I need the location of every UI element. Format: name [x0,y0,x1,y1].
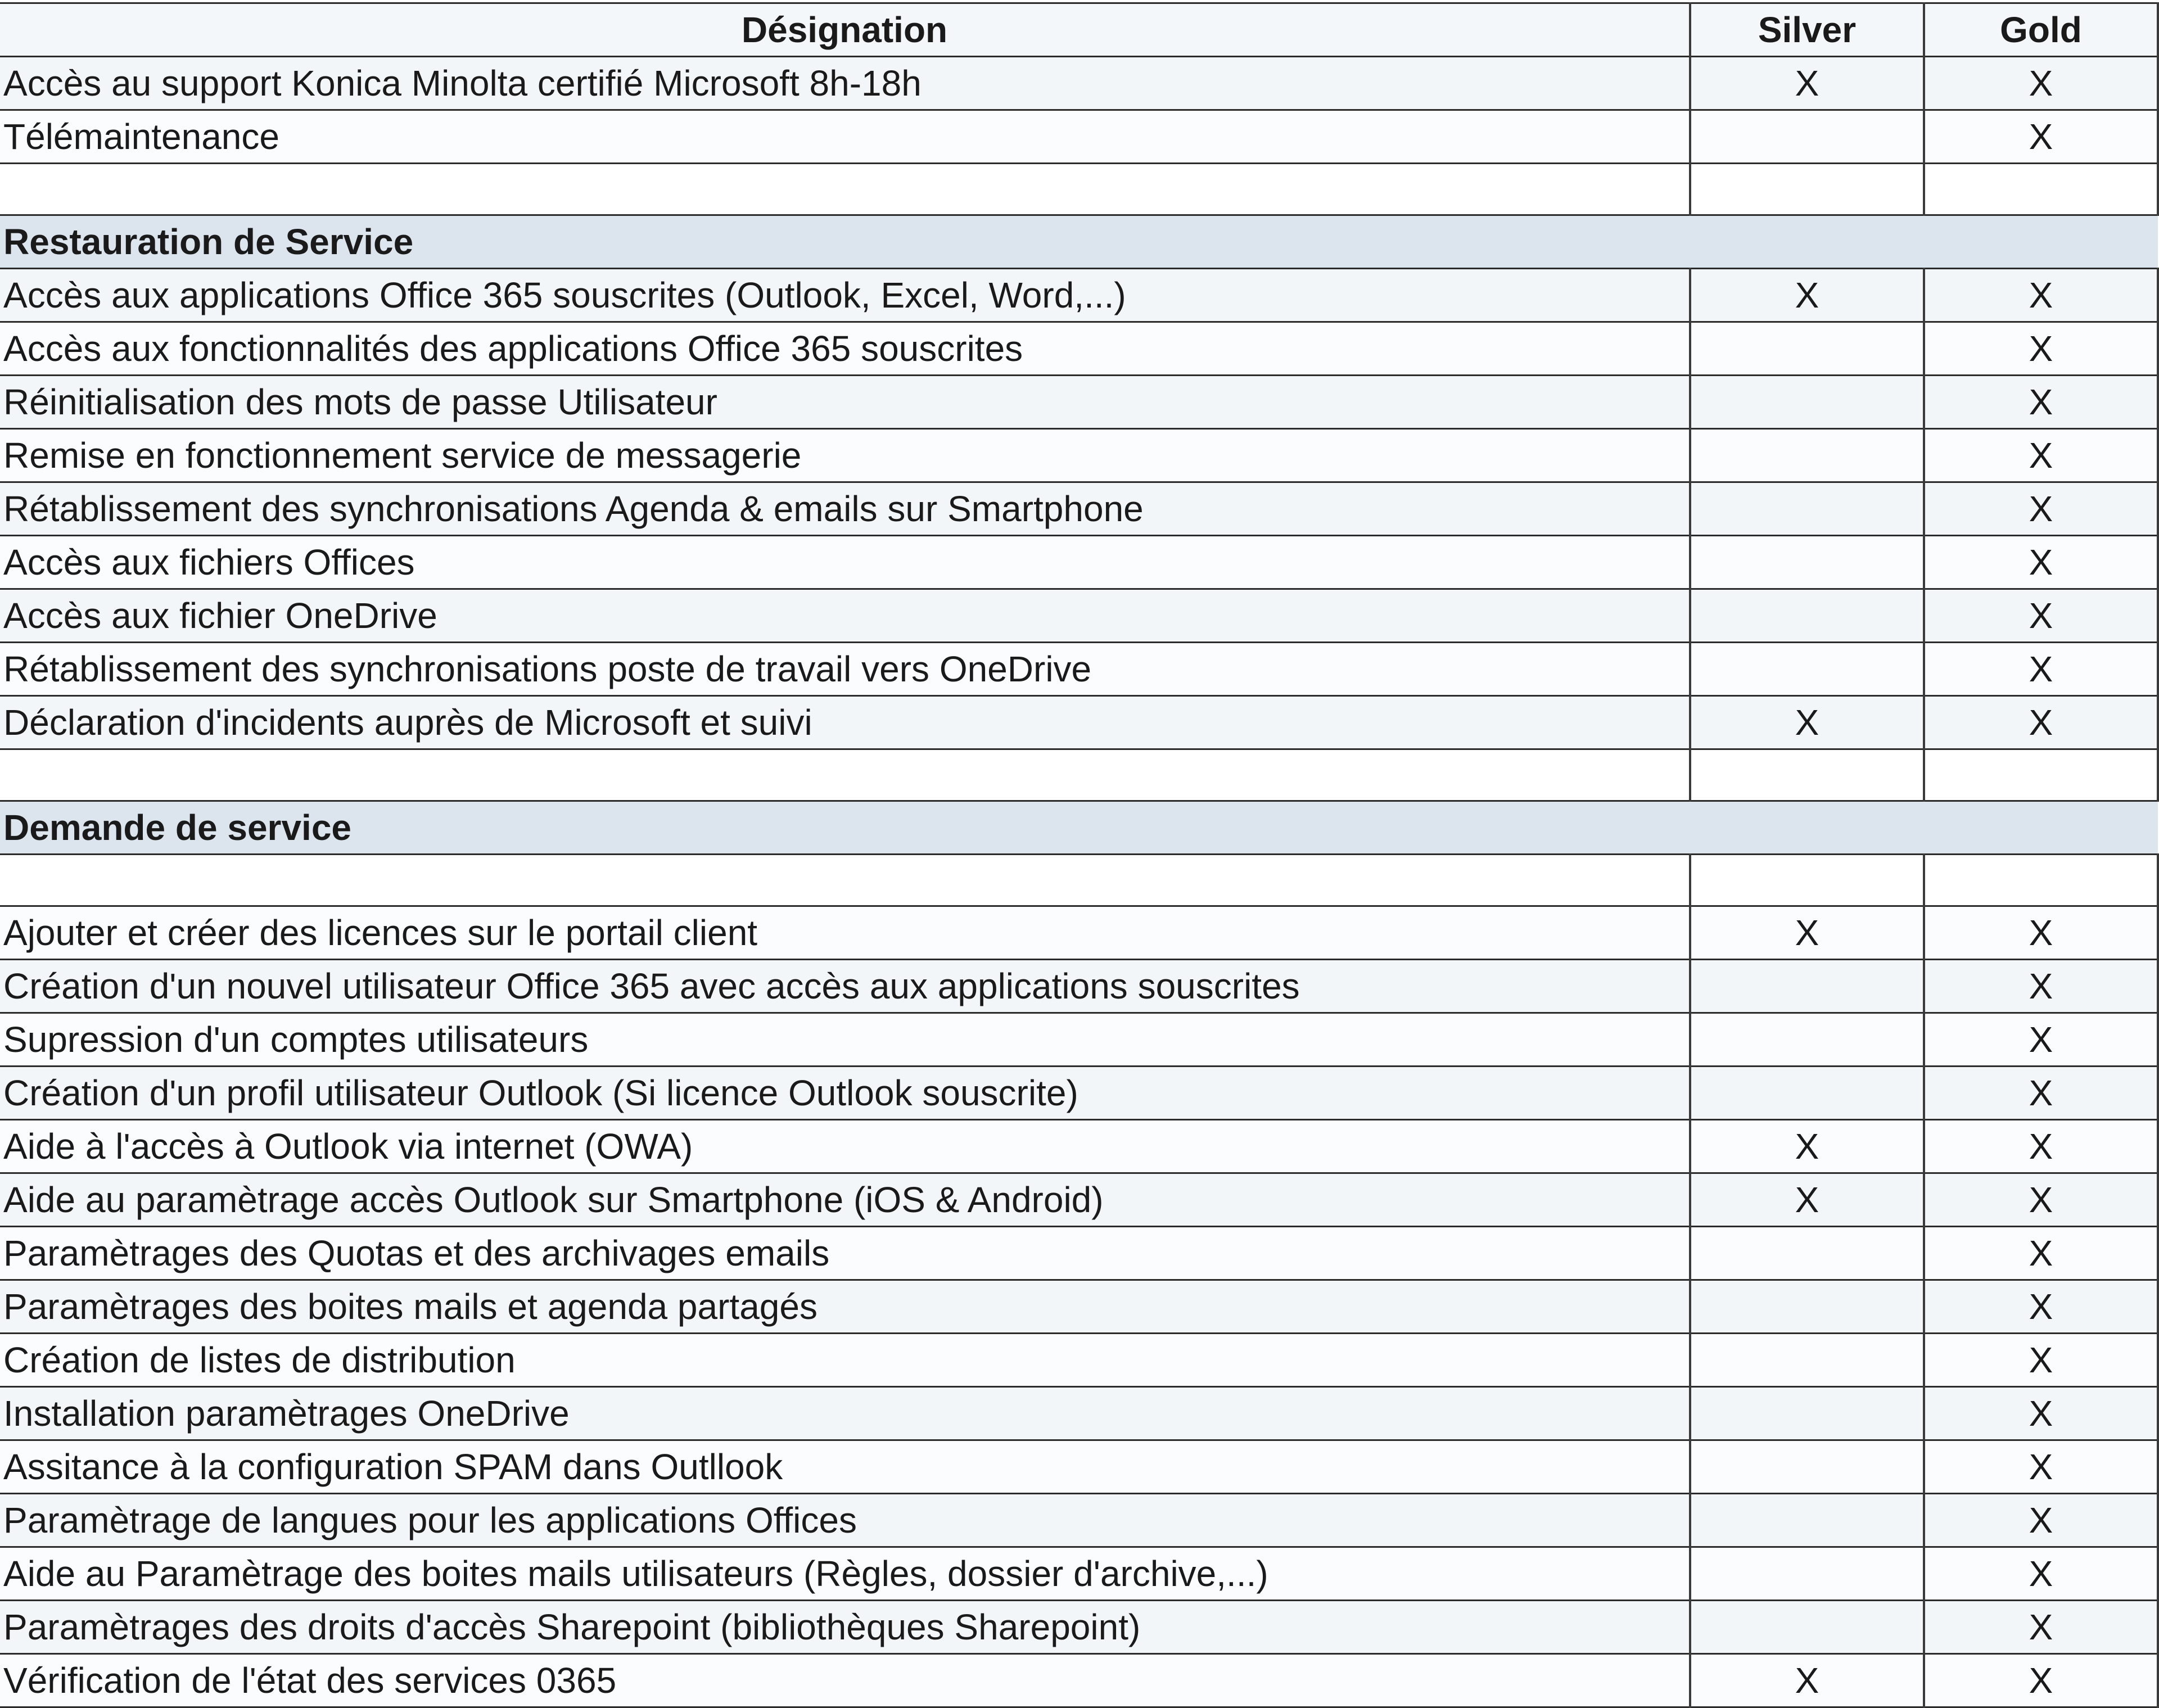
gold-cell: X [1924,696,2158,749]
designation-cell: Ajouter et créer des licences sur le portail client [0,906,1690,960]
table-row [0,1334,2158,1387]
gold-cell: X [1924,1387,2158,1440]
silver-cell [1690,749,1924,801]
gold-cell: X [1924,960,2158,1013]
header-designation: Désignation [0,3,1690,57]
table-row [0,57,2158,110]
silver-cell [1690,1227,1924,1280]
designation-cell: Assitance à la configuration SPAM dans Outllook [0,1440,1690,1494]
table-row [0,960,2158,1013]
silver-cell: X [1690,1654,1924,1707]
header-row [0,3,2158,57]
gold-cell: X [1924,1013,2158,1067]
designation-cell: Paramètrages des Quotas et des archivages emails [0,1227,1690,1280]
designation-cell: Aide au paramètrage accès Outlook sur Smartphone (iOS & Android) [0,1173,1690,1227]
gold-cell: X [1924,643,2158,696]
table-row [0,1120,2158,1173]
designation-cell: Création d'un profil utilisateur Outlook (Si licence Outlook souscrite) [0,1067,1690,1120]
table-row [0,906,2158,960]
silver-cell [1690,589,1924,643]
table-row [0,1013,2158,1067]
silver-cell: X [1690,1120,1924,1173]
section-header-row [0,801,2158,855]
gold-cell: X [1924,1494,2158,1547]
silver-cell [1690,1334,1924,1387]
gold-cell: X [1924,1280,2158,1334]
gold-cell: X [1924,110,2158,164]
table-row [0,482,2158,536]
designation-cell [0,164,1690,215]
silver-cell [1690,855,1924,906]
table-row [0,589,2158,643]
table-row [0,1227,2158,1280]
designation-cell: Aide à l'accès à Outlook via internet (OWA) [0,1120,1690,1173]
silver-cell [1690,429,1924,482]
silver-cell [1690,643,1924,696]
service-comparison-table [0,2,2159,1708]
designation-cell: Vérification de l'état des services 0365 [0,1654,1690,1707]
silver-cell [1690,1440,1924,1494]
designation-cell: Création d'un nouvel utilisateur Office 365 avec accès aux applications souscrites [0,960,1690,1013]
silver-cell [1690,110,1924,164]
designation-cell [0,749,1690,801]
designation-cell: Création de listes de distribution [0,1334,1690,1387]
silver-cell: X [1690,269,1924,322]
designation-cell: Installation paramètrages OneDrive [0,1387,1690,1440]
gold-cell: X [1924,1227,2158,1280]
gold-cell [1924,855,2158,906]
silver-cell [1690,960,1924,1013]
silver-cell: X [1690,696,1924,749]
blank-row [0,855,2158,906]
gold-cell: X [1924,906,2158,960]
gold-cell: X [1924,269,2158,322]
table-row [0,1067,2158,1120]
silver-cell [1690,164,1924,215]
silver-cell [1690,1387,1924,1440]
gold-cell: X [1924,1654,2158,1707]
section-header-row [0,215,2158,269]
table-row [0,1173,2158,1227]
table-row [0,1654,2158,1707]
designation-cell: Accès aux fichiers Offices [0,536,1690,589]
designation-cell: Remise en fonctionnement service de messagerie [0,429,1690,482]
designation-cell: Supression d'un comptes utilisateurs [0,1013,1690,1067]
gold-cell: X [1924,376,2158,429]
silver-cell: X [1690,57,1924,110]
table-row [0,1494,2158,1547]
designation-cell: Accès aux fonctionnalités des applications Office 365 souscrites [0,322,1690,376]
gold-cell: X [1924,322,2158,376]
designation-cell: Aide au Paramètrage des boites mails utilisateurs (Règles, dossier d'archive,...) [0,1547,1690,1601]
silver-cell [1690,376,1924,429]
table-row [0,269,2158,322]
silver-cell [1690,1601,1924,1654]
gold-cell: X [1924,429,2158,482]
table-row [0,429,2158,482]
designation-cell: Accès aux fichier OneDrive [0,589,1690,643]
designation-cell: Paramètrage de langues pour les applications Offices [0,1494,1690,1547]
gold-cell [1924,749,2158,801]
designation-cell [0,855,1690,906]
table-row [0,1280,2158,1334]
gold-cell: X [1924,57,2158,110]
header-silver: Silver [1690,3,1924,57]
silver-cell [1690,536,1924,589]
silver-cell [1690,482,1924,536]
designation-cell: Rétablissement des synchronisations Agenda & emails sur Smartphone [0,482,1690,536]
blank-row [0,164,2158,215]
gold-cell: X [1924,589,2158,643]
gold-cell: X [1924,1120,2158,1173]
designation-cell: Paramètrages des droits d'accès Sharepoint (bibliothèques Sharepoint) [0,1601,1690,1654]
designation-cell: Réinitialisation des mots de passe Utilisateur [0,376,1690,429]
silver-cell [1690,322,1924,376]
designation-cell: Paramètrages des boites mails et agenda partagés [0,1280,1690,1334]
gold-cell: X [1924,1173,2158,1227]
table-row [0,536,2158,589]
gold-cell: X [1924,482,2158,536]
gold-cell [1924,164,2158,215]
table-row [0,110,2158,164]
table-row [0,322,2158,376]
gold-cell: X [1924,1601,2158,1654]
gold-cell: X [1924,1067,2158,1120]
designation-cell: Accès au support Konica Minolta certifié Microsoft 8h-18h [0,57,1690,110]
silver-cell [1690,1547,1924,1601]
gold-cell: X [1924,1547,2158,1601]
table-row [0,1440,2158,1494]
table-row [0,1387,2158,1440]
table-row [0,1547,2158,1601]
designation-cell: Déclaration d'incidents auprès de Microsoft et suivi [0,696,1690,749]
gold-cell: X [1924,1440,2158,1494]
section-title: Restauration de Service [0,215,2158,269]
table-row [0,643,2158,696]
designation-cell: Accès aux applications Office 365 souscrites (Outlook, Excel, Word,...) [0,269,1690,322]
table-row [0,1601,2158,1654]
section-title: Demande de service [0,801,2158,855]
silver-cell: X [1690,1173,1924,1227]
header-gold: Gold [1924,3,2158,57]
gold-cell: X [1924,1334,2158,1387]
silver-cell [1690,1013,1924,1067]
designation-cell: Télémaintenance [0,110,1690,164]
silver-cell [1690,1067,1924,1120]
silver-cell [1690,1280,1924,1334]
table-row [0,696,2158,749]
gold-cell: X [1924,536,2158,589]
silver-cell: X [1690,906,1924,960]
table-row [0,376,2158,429]
silver-cell [1690,1494,1924,1547]
blank-row [0,749,2158,801]
designation-cell: Rétablissement des synchronisations poste de travail vers OneDrive [0,643,1690,696]
